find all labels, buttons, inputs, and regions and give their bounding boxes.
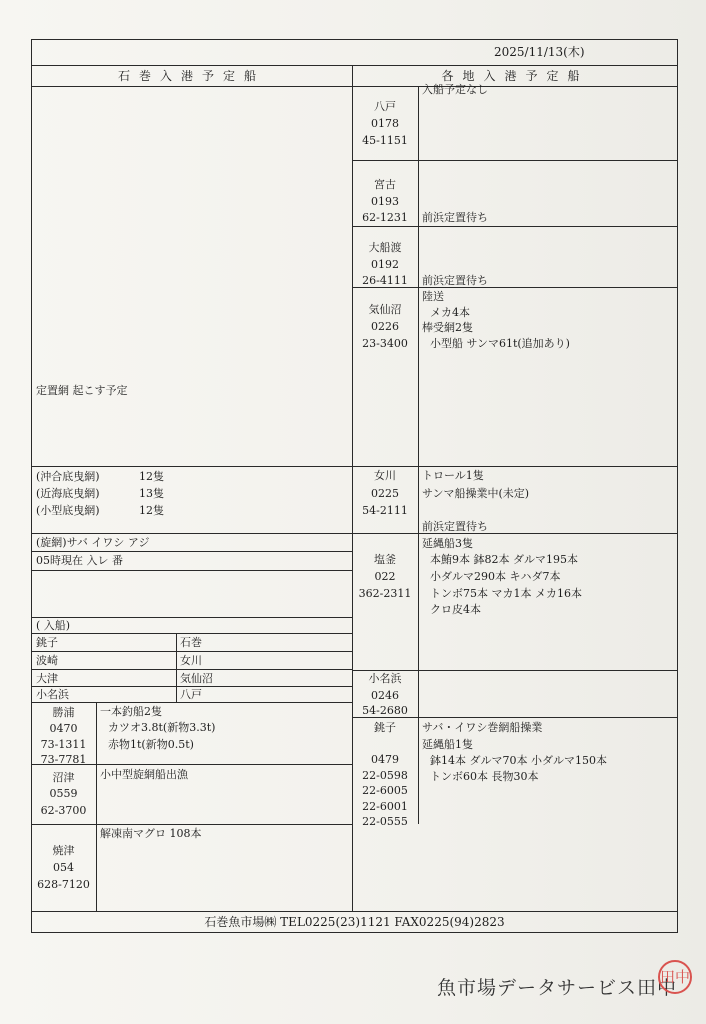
rule-r4 (352, 466, 678, 467)
port-note: 陸送 (422, 290, 444, 303)
port-note: 延縄船3隻 (422, 537, 473, 550)
port-name: 女川 (374, 469, 396, 482)
port-note: 入船予定なし (422, 83, 488, 96)
port-tel: 022 (374, 570, 396, 583)
rule-l-status (31, 570, 352, 571)
port-tel: 0246 (371, 689, 399, 702)
nyusen-to-0: 石巻 (180, 636, 202, 649)
rule-l-nyusen-top (31, 617, 352, 618)
port-note: トンボ75本 マカ1本 メカ16本 (430, 587, 582, 600)
port-note: 本鮪9本 鉢82本 ダルマ195本 (430, 553, 578, 566)
port-tel: 23-3400 (362, 337, 408, 350)
port-note: サンマ船操業中(未定) (422, 487, 530, 500)
port-note: 小ダルマ290本 キハダ7本 (430, 570, 561, 583)
port-tel: 22-0598 (362, 769, 408, 782)
rule-l-makiami (31, 533, 352, 534)
makiami: (旋網)サバ イワシ アジ (36, 536, 150, 549)
footer-contact: 石巻魚市場㈱ TEL0225(23)1121 FAX0225(94)2823 (204, 915, 505, 929)
port-name: 勝浦 (52, 706, 75, 719)
trawl-value-1: 13隻 (139, 487, 164, 500)
nyusen-divider (176, 633, 177, 702)
nyusen-to-3: 八戸 (180, 688, 202, 701)
nyusen-from-0: 銚子 (36, 636, 58, 649)
port-name: 大船渡 (368, 241, 402, 254)
port-tel: 0470 (49, 722, 78, 735)
rule-lp2 (31, 824, 352, 825)
port-name: 小名浜 (368, 672, 402, 685)
port-note: カツオ3.8t(新物3.3t) (108, 721, 216, 734)
right-col-divider (418, 86, 419, 824)
rule-l-makiami2 (31, 551, 352, 552)
frame-top (31, 39, 678, 40)
nyusen-from-1: 波崎 (36, 654, 58, 667)
trawl-value-0: 12隻 (139, 470, 164, 483)
port-tel: 0225 (371, 487, 399, 500)
port-note: 解凍南マグロ 108本 (100, 827, 202, 840)
trawl-label-0: (沖合底曳網) (36, 470, 100, 483)
teichi-ami: 定置網 起こす予定 (36, 384, 128, 397)
port-note: トンボ60本 長物30本 (430, 770, 539, 783)
left-header: 石巻入港予定船 (117, 69, 265, 83)
port-tel: 0479 (371, 753, 399, 766)
seal-stamp: 田中 (658, 960, 692, 994)
trawl-label-1: (近海底曳網) (36, 487, 100, 500)
nyusen-from-3: 小名浜 (36, 688, 69, 701)
port-name: 沼津 (52, 771, 75, 784)
port-tel: 628-7120 (37, 878, 90, 891)
rule-l-n0 (31, 633, 352, 634)
port-note: 棒受網2隻 (422, 321, 473, 334)
frame-bottom (31, 911, 678, 912)
port-note: 一本釣船2隻 (100, 705, 162, 718)
port-note: 小中型旋網船出漁 (100, 768, 188, 781)
port-tel: 54-2111 (362, 504, 408, 517)
port-tel: 0193 (371, 195, 399, 208)
rule-date (31, 65, 678, 66)
port-name: 焼津 (52, 844, 75, 857)
rule-l-n4 (31, 702, 352, 703)
port-tel: 0226 (371, 320, 399, 333)
port-tel: 22-6005 (362, 784, 408, 797)
port-tel: 45-1151 (362, 134, 408, 147)
trawl-value-2: 12隻 (139, 504, 164, 517)
port-note: 赤物1t(新物0.5t) (108, 738, 194, 751)
rule-header (31, 86, 678, 87)
port-note: サバ・イワシ巻網船操業 (422, 721, 543, 734)
port-tel: 0178 (371, 117, 399, 130)
port-tel: 54-2680 (362, 704, 408, 717)
port-note: 前浜定置待ち (422, 520, 488, 533)
port-name: 気仙沼 (368, 303, 402, 316)
rule-r6 (352, 670, 678, 671)
port-tel: 62-1231 (362, 211, 408, 224)
date: 2025/11/13(木) (494, 45, 585, 59)
port-note: 鉢14本 ダルマ70本 小ダルマ150本 (430, 754, 607, 767)
brand-signature: 魚市場データサービス田中 (437, 977, 678, 999)
port-tel: 62-3700 (40, 804, 87, 817)
port-tel: 0559 (49, 787, 78, 800)
frame-bottom2 (31, 932, 678, 933)
trawl-label-2: (小型底曳網) (36, 504, 100, 517)
nyusen-to-2: 気仙沼 (180, 672, 213, 685)
left-port-divider (96, 702, 97, 911)
port-name: 塩釜 (374, 553, 396, 566)
port-name: 八戸 (374, 100, 396, 113)
rule-l-trawl (31, 466, 352, 467)
port-tel: 054 (53, 861, 74, 874)
nyusen-from-2: 大津 (36, 672, 58, 685)
port-tel: 0192 (371, 258, 399, 271)
port-name: 銚子 (374, 721, 396, 734)
rule-r5 (352, 533, 678, 534)
rule-r2 (352, 226, 678, 227)
port-tel: 26-4111 (362, 274, 408, 287)
port-tel: 22-6001 (362, 800, 408, 813)
makiami-status: 05時現在 入レ 番 (36, 554, 123, 567)
frame-right (677, 39, 678, 932)
port-note: トロール1隻 (422, 469, 484, 482)
nyusen-to-1: 女川 (180, 654, 202, 667)
port-note: 前浜定置待ち (422, 274, 488, 287)
rule-r1 (352, 160, 678, 161)
right-header: 各地入港予定船 (441, 69, 589, 83)
rule-l-n3 (31, 686, 352, 687)
port-name: 宮古 (374, 178, 396, 191)
port-note: 延縄船1隻 (422, 738, 473, 751)
port-note: 前浜定置待ち (422, 211, 488, 224)
rule-l-n2 (31, 669, 352, 670)
nyusen-label: ( 入船) (36, 619, 71, 632)
port-tel: 73-7781 (40, 753, 87, 766)
rule-l-n1 (31, 651, 352, 652)
port-note: クロ皮4本 (430, 603, 481, 616)
port-tel: 22-0555 (362, 815, 408, 828)
port-note: メカ4本 (430, 306, 470, 319)
port-tel: 362-2311 (358, 587, 412, 600)
port-tel: 73-1311 (40, 738, 87, 751)
port-note: 小型船 サンマ61t(追加あり) (430, 337, 570, 350)
